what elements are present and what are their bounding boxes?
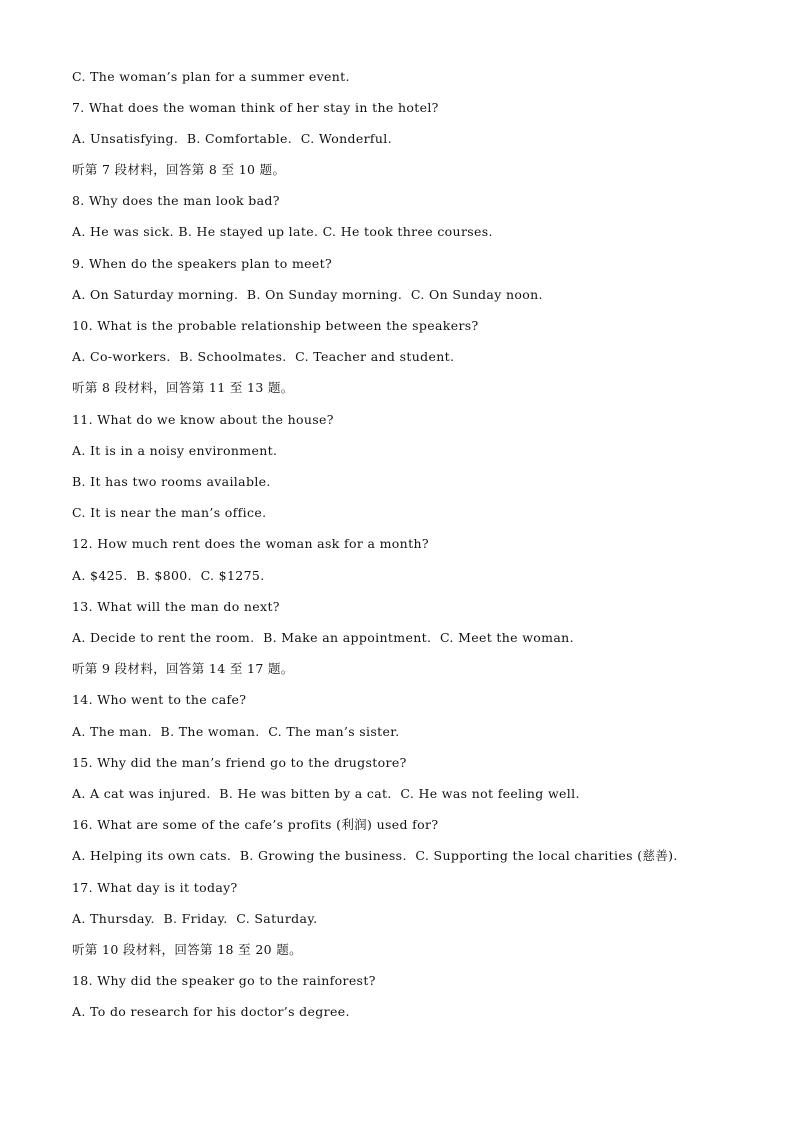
question-line: 10. What is the probable relationship between the speakers? [72,318,479,333]
section-heading: 听第 7 段材料，回答第 8 至 10 题。 [72,162,286,177]
question-line: 13. What will the man do next? [72,599,280,614]
answer-line: A. Co-workers. B. Schoolmates. C. Teacher and student. [72,349,455,364]
section-heading: 听第 8 段材料，回答第 11 至 13 题。 [72,380,294,395]
question-line: 7. What does the woman think of her stay in the hotel? [72,100,439,115]
answer-line: A. Thursday. B. Friday. C. Saturday. [72,911,318,926]
answer-line: A. He was sick. B. He stayed up late. C. He took three courses. [72,224,493,239]
answer-line: A. Decide to rent the room. B. Make an appointment. C. Meet the woman. [72,630,574,645]
answer-line: C. It is near the man’s office. [72,505,267,520]
question-line: 12. How much rent does the woman ask for a month? [72,536,429,551]
answer-line: A. A cat was injured. B. He was bitten by a cat. C. He was not feeling well. [72,786,580,801]
question-line: 8. Why does the man look bad? [72,193,280,208]
answer-line: A. The man. B. The woman. C. The man’s sister. [72,724,400,739]
answer-line: A. $425. B. $800. C. $1275. [72,568,265,583]
answer-line: C. The woman’s plan for a summer event. [72,69,350,84]
answer-line: B. It has two rooms available. [72,474,271,489]
question-line: 16. What are some of the cafe’s profits (利润) used for? [72,817,439,832]
question-line: 9. When do the speakers plan to meet? [72,256,333,271]
answer-line: A. It is in a noisy environment. [72,443,278,458]
section-heading: 听第 10 段材料，回答第 18 至 20 题。 [72,942,302,957]
answer-line: A. Unsatisfying. B. Comfortable. C. Wonderful. [72,131,392,146]
question-line: 11. What do we know about the house? [72,412,334,427]
answer-line: A. On Saturday morning. B. On Sunday morning. C. On Sunday noon. [72,287,543,302]
question-line: 17. What day is it today? [72,880,238,895]
question-line: 18. Why did the speaker go to the rainforest? [72,973,376,988]
section-heading: 听第 9 段材料，回答第 14 至 17 题。 [72,661,294,676]
answer-line: A. Helping its own cats. B. Growing the business. C. Supporting the local charities (慈善). [72,848,678,863]
question-line: 14. Who went to the cafe? [72,692,247,707]
answer-line: A. To do research for his doctor’s degree. [72,1004,350,1019]
question-line: 15. Why did the man’s friend go to the drugstore? [72,755,407,770]
